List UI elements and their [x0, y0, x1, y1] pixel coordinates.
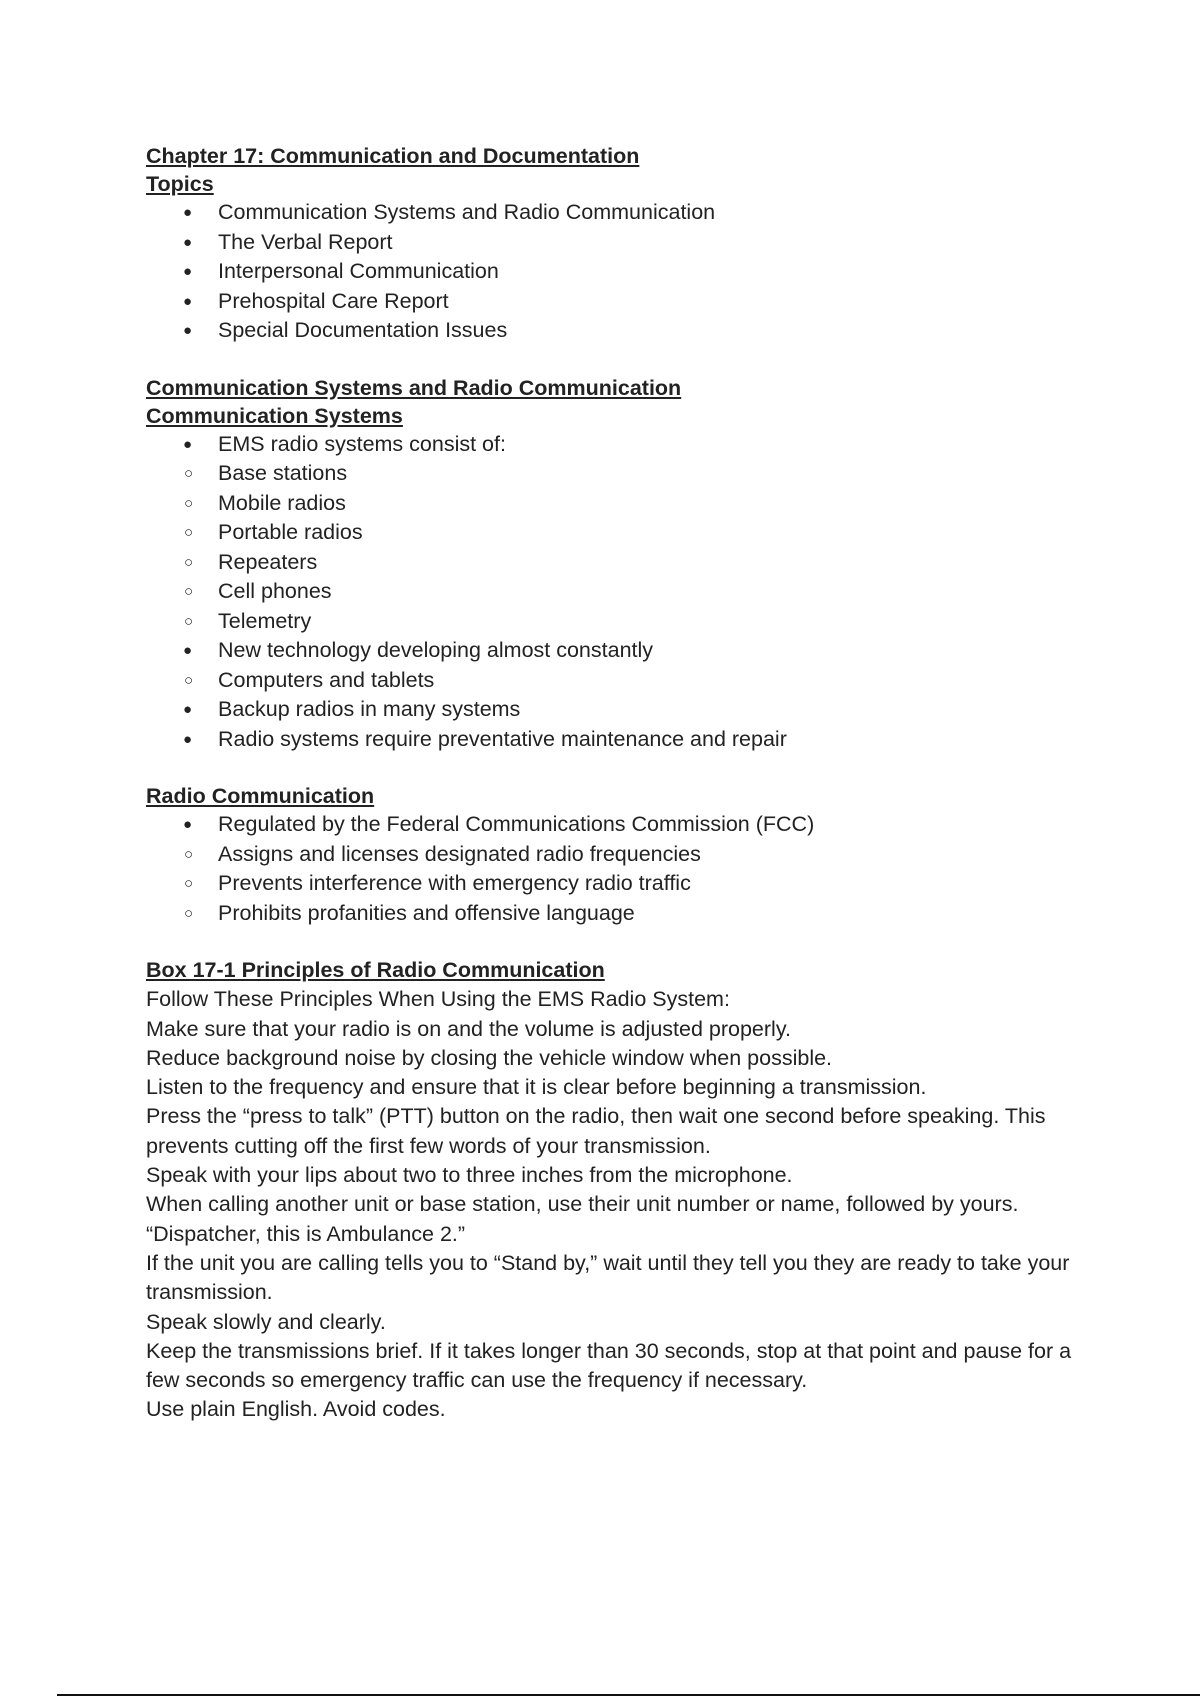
sublist-item: ○ Repeaters — [74, 548, 1096, 578]
sublist-item: ○ Prohibits profanities and offensive language — [74, 899, 1096, 929]
chapter-title: Chapter 17: Communication and Documentation — [146, 144, 640, 168]
list-item: ● New technology developing almost constantly — [146, 636, 1096, 666]
list-item: ● Interpersonal Communication — [146, 257, 1096, 287]
list-item: ● The Verbal Report — [146, 228, 1096, 258]
topics-heading: Topics — [146, 172, 214, 196]
box-line: Keep the transmissions brief. If it takes longer than 30 seconds, stop at that point and pause for a few seconds so emergency traffic can use the frequency if necessary. — [146, 1338, 1072, 1393]
document-body — [146, 142, 1096, 1425]
box-heading: Box 17-1 Principles of Radio Communication — [146, 958, 605, 982]
box-line: Press the “press to talk” (PTT) button on the radio, then wait one second before speaking. This prevents cutting off the first few words of your transmission. — [146, 1104, 1046, 1158]
topics-list — [146, 198, 1096, 346]
sublist-item: ○ Mobile radios — [74, 489, 1096, 519]
footer-divider — [57, 1694, 1200, 1696]
subsection-heading: Radio Communication — [146, 784, 375, 808]
list-item: ● Regulated by the Federal Communications Commission (FCC) — [146, 810, 1096, 840]
sublist-item: ○ Prevents interference with emergency radio traffic — [74, 869, 1096, 899]
sublist-item: ○ Telemetry — [74, 607, 1096, 637]
box-line: Follow These Principles When Using the EMS Radio System: — [146, 987, 730, 1012]
sublist-item: ○ Portable radios — [74, 518, 1096, 548]
sublist — [146, 459, 1096, 636]
box-line: Make sure that your radio is on and the volume is adjusted properly. — [146, 1016, 791, 1041]
sublist-item: ○ Base stations — [74, 459, 1096, 489]
box-line: When calling another unit or base station, use their unit number or name, followed by yours. “Dispatcher, this is Ambulance 2.” — [146, 1192, 1019, 1246]
sublist-item: ○ Cell phones — [74, 577, 1096, 607]
communication-systems-list — [146, 430, 1096, 460]
box-line: Speak slowly and clearly. — [146, 1309, 386, 1334]
list-item: ● EMS radio systems consist of: — [146, 430, 1096, 460]
section-heading: Communication Systems and Radio Communication — [146, 375, 682, 400]
sublist-item: ○ Computers and tablets — [74, 666, 1096, 696]
radio-communication-list — [146, 810, 1096, 840]
list-item: ● Special Documentation Issues — [146, 316, 1096, 346]
list-item: ● Communication Systems and Radio Communication — [146, 198, 1096, 228]
box-line: Listen to the frequency and ensure that it is clear before beginning a transmission. — [146, 1075, 927, 1100]
list-item: ● Radio systems require preventative maintenance and repair — [146, 725, 1096, 755]
sublist — [146, 840, 1096, 929]
list-item: ● Backup radios in many systems — [146, 695, 1096, 725]
sublist — [146, 666, 1096, 696]
subsection-heading: Communication Systems — [146, 403, 403, 428]
box-line: If the unit you are calling tells you to “Stand by,” wait until they tell you they are ready to take your transmission. — [146, 1250, 1070, 1305]
principles-box — [146, 956, 1096, 1425]
sublist-item: ○ Assigns and licenses designated radio frequencies — [74, 840, 1096, 870]
box-line: Reduce background noise by closing the vehicle window when possible. — [146, 1045, 833, 1070]
list-item: ● Prehospital Care Report — [146, 287, 1096, 317]
box-line: Speak with your lips about two to three inches from the microphone. — [146, 1163, 793, 1188]
box-line: Use plain English. Avoid codes. — [146, 1397, 446, 1422]
